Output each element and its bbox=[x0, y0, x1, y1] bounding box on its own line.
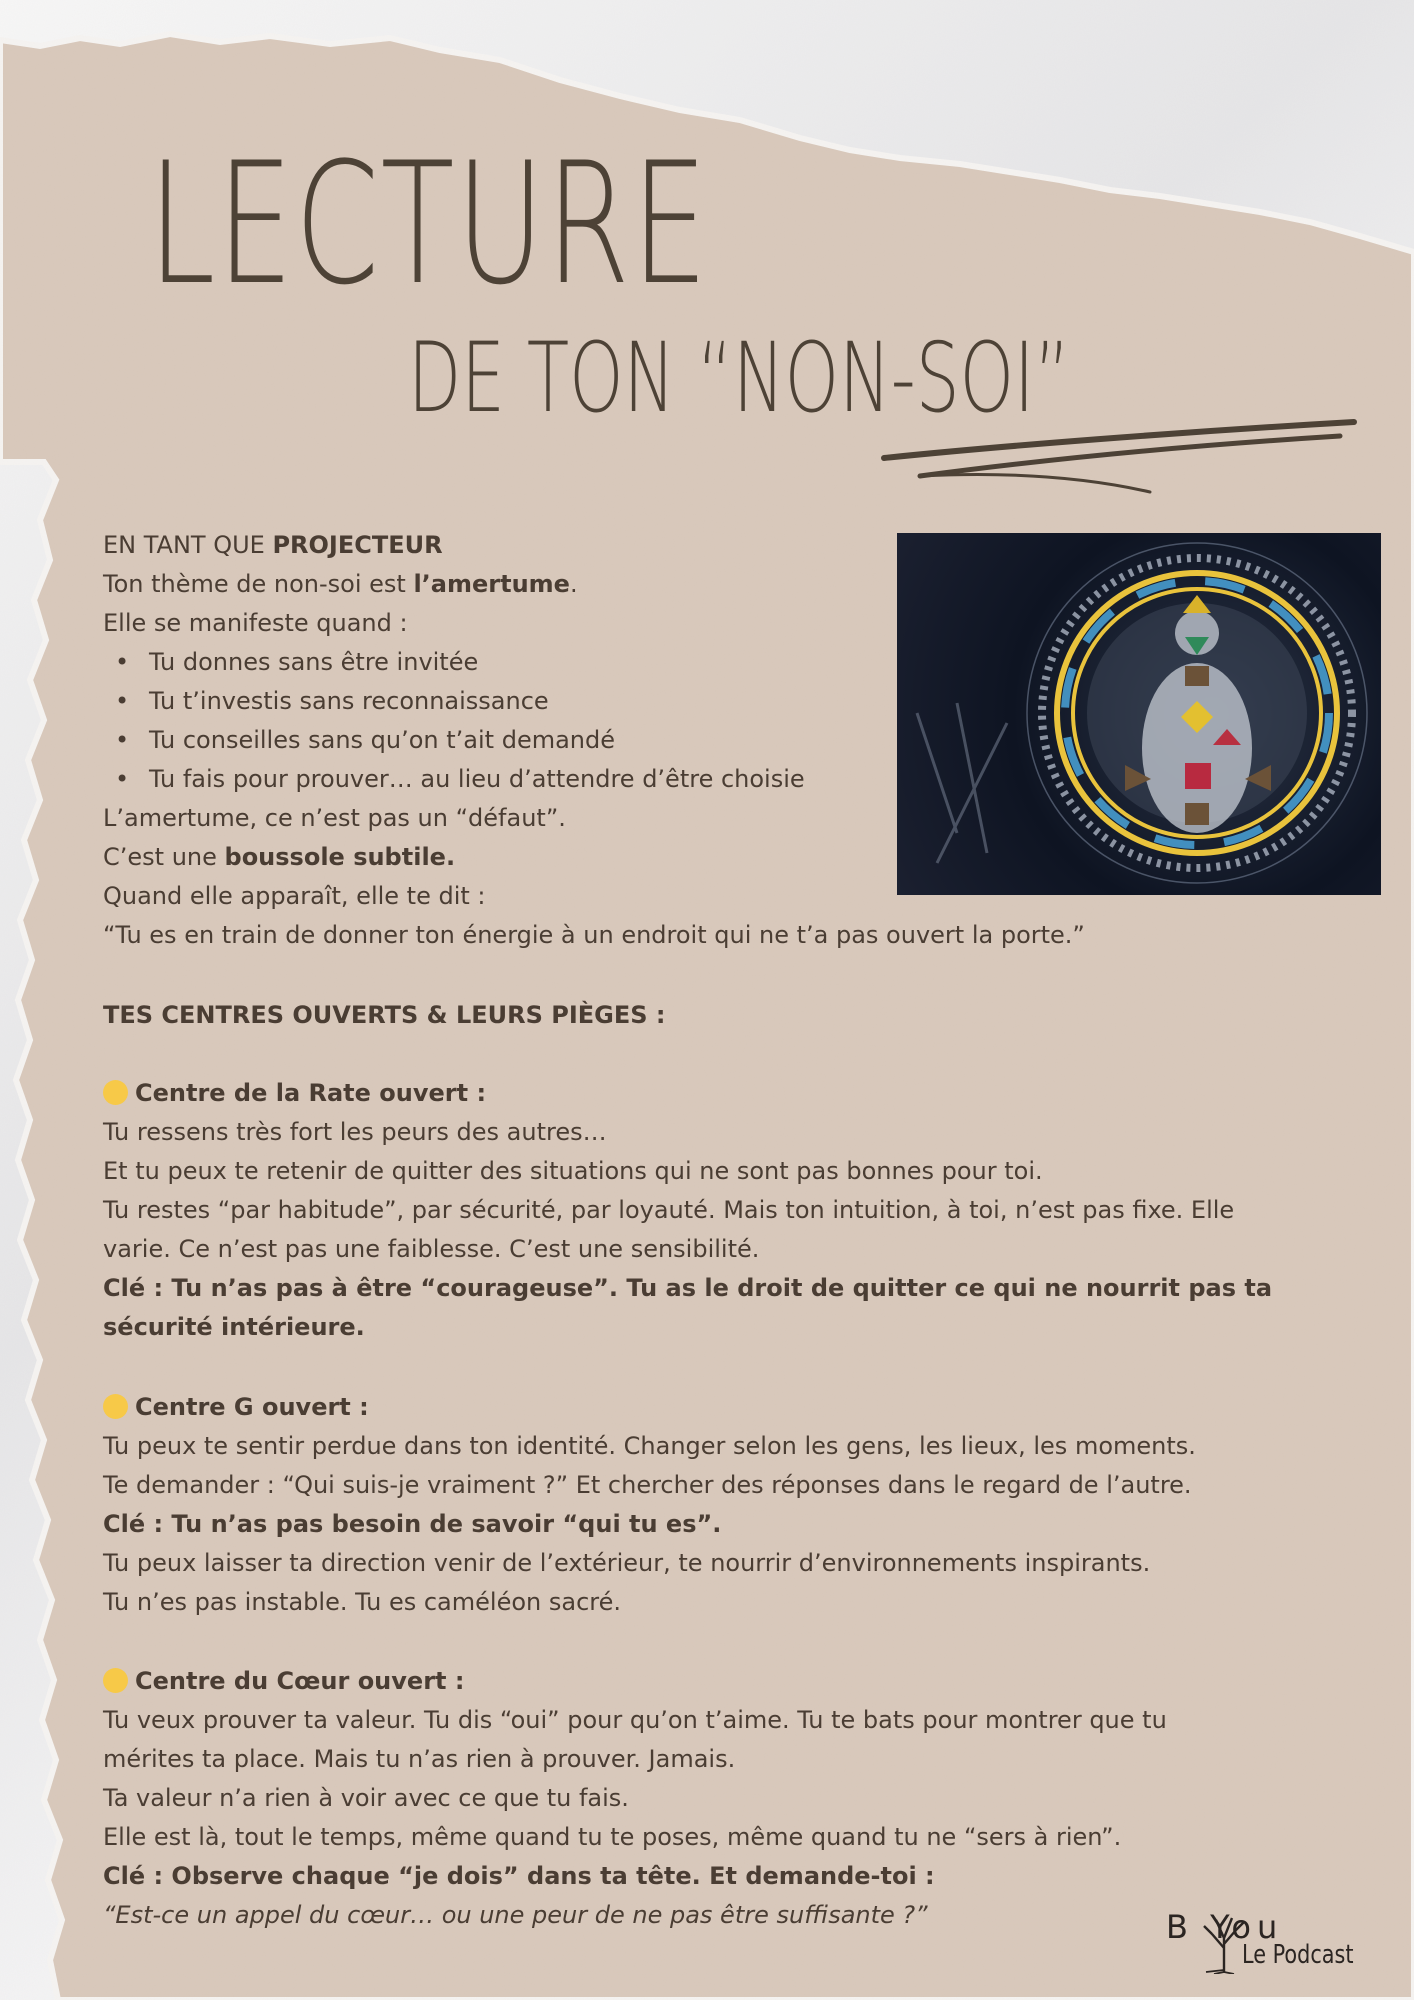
page-title: LECTURE bbox=[148, 126, 710, 322]
intro-defaut-line: L’amertume, ce n’est pas un “défaut”. bbox=[103, 804, 566, 832]
page-subtitle: DE TON “NON-SOI” bbox=[408, 322, 1071, 434]
title-underline bbox=[880, 410, 1360, 500]
center-rate-key: sécurité intérieure. bbox=[103, 1313, 365, 1341]
intro-theme-line: Ton thème de non-soi est l’amertume. bbox=[103, 570, 578, 598]
center-rate-title: Centre de la Rate ouvert : bbox=[103, 1078, 486, 1108]
center-g-line: Tu peux te sentir perdue dans ton identité. Changer selon les gens, les lieux, les moments. bbox=[103, 1432, 1196, 1460]
center-rate-line: Tu restes “par habitude”, par sécurité, par loyauté. Mais ton intuition, à toi, n’est pas fixe. Elle bbox=[103, 1196, 1235, 1224]
center-g-line: Tu n’es pas instable. Tu es caméléon sacré. bbox=[103, 1588, 621, 1616]
center-coeur-line: Tu veux prouver ta valeur. Tu dis “oui” pour qu’on t’aime. Tu te bats pour montrer que tu bbox=[103, 1706, 1167, 1734]
intro-boussole-line: C’est une boussole subtile. bbox=[103, 843, 456, 871]
intro-appear-line: Quand elle apparaît, elle te dit : bbox=[103, 882, 486, 910]
logo-top-text: B You bbox=[1166, 1908, 1284, 1946]
center-rate-key: Clé : Tu n’as pas à être “courageuse”. Tu as le droit de quitter ce qui ne nourrit pas ta bbox=[103, 1274, 1273, 1302]
human-design-image bbox=[897, 533, 1381, 895]
center-coeur-quote: “Est-ce un appel du cœur… ou une peur de ne pas être suffisante ?” bbox=[103, 1901, 928, 1929]
center-coeur-line: Ta valeur n’a rien à voir avec ce que tu fais. bbox=[103, 1784, 629, 1812]
bullet-item: • Tu fais pour prouver… au lieu d’attendre d’être choisie bbox=[127, 764, 805, 794]
center-coeur-line: mérites ta place. Mais tu n’as rien à prouver. Jamais. bbox=[103, 1745, 736, 1773]
bullet-item: • Tu donnes sans être invitée bbox=[127, 647, 478, 677]
center-coeur-title: Centre du Cœur ouvert : bbox=[103, 1666, 464, 1696]
center-rate-line: varie. Ce n’est pas une faiblesse. C’est une sensibilité. bbox=[103, 1235, 760, 1263]
center-g-line: Tu peux laisser ta direction venir de l’extérieur, te nourrir d’environnements inspirants. bbox=[103, 1549, 1151, 1577]
podcast-logo bbox=[1166, 1908, 1386, 1978]
intro-manifest-line: Elle se manifeste quand : bbox=[103, 609, 408, 637]
intro-type-line: EN TANT QUE PROJECTEUR bbox=[103, 531, 443, 559]
logo-bottom-text: Le Podcast bbox=[1242, 1940, 1354, 1970]
intro-quote-line: “Tu es en train de donner ton énergie à un endroit qui ne t’a pas ouvert la porte.” bbox=[103, 921, 1085, 949]
bullet-item: • Tu conseilles sans qu’on t’ait demandé bbox=[127, 725, 615, 755]
center-g-title: Centre G ouvert : bbox=[103, 1392, 369, 1422]
center-g-key: Clé : Tu n’as pas besoin de savoir “qui tu es”. bbox=[103, 1510, 722, 1538]
yellow-dot-icon bbox=[103, 1080, 128, 1105]
yellow-dot-icon bbox=[103, 1394, 128, 1419]
center-g-line: Te demander : “Qui suis-je vraiment ?” Et chercher des réponses dans le regard de l’autre. bbox=[103, 1471, 1192, 1499]
center-coeur-line: Elle est là, tout le temps, même quand tu te poses, même quand tu ne “sers à rien”. bbox=[103, 1823, 1122, 1851]
section-title: TES CENTRES OUVERTS & LEURS PIÈGES : bbox=[103, 1001, 666, 1029]
yellow-dot-icon bbox=[103, 1668, 128, 1693]
center-coeur-key: Clé : Observe chaque “je dois” dans ta tête. Et demande-toi : bbox=[103, 1862, 935, 1890]
bullet-item: • Tu t’investis sans reconnaissance bbox=[127, 686, 549, 716]
center-rate-line: Et tu peux te retenir de quitter des situations qui ne sont pas bonnes pour toi. bbox=[103, 1157, 1043, 1185]
center-rate-line: Tu ressens très fort les peurs des autres… bbox=[103, 1118, 607, 1146]
